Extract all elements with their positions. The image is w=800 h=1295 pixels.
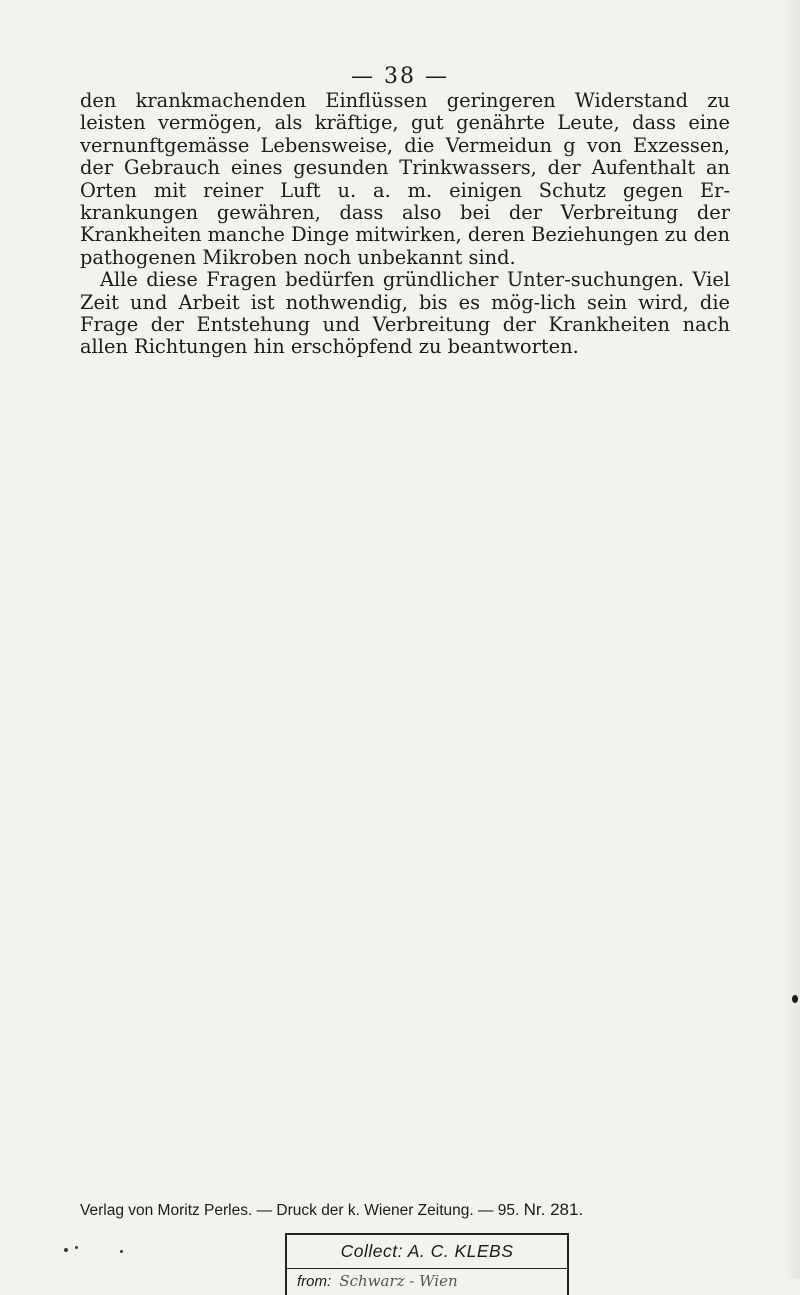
stamp-collection-label: Collect: A. C. KLEBS <box>287 1235 567 1269</box>
paragraph: Alle diese Fragen bedürfen gründlicher Unter-suchungen. Viel Zeit und Arbeit ist nothwendig, bis es mög-lich sein wird, die Frage der Entstehung und Verbreitung der Krankheiten nach allen Richtungen hin erschöpfend zu beantworten. <box>80 268 730 359</box>
body-text <box>80 90 730 359</box>
page-speck <box>120 1250 123 1253</box>
imprint-text: Verlag von Moritz Perles. — Druck der k. Wiener Zeitung. — 95. <box>80 1202 520 1219</box>
collection-stamp <box>285 1233 569 1295</box>
page-speck <box>64 1248 68 1252</box>
stamp-provenance <box>287 1269 567 1294</box>
page-edge-shadow <box>782 0 800 1279</box>
imprint-number: Nr. 281. <box>523 1200 584 1219</box>
publisher-imprint <box>80 1200 740 1220</box>
page-number: — 38 — <box>351 64 449 89</box>
stamp-from-label: from: <box>297 1273 332 1290</box>
stamp-handwritten-source: Schwarz - Wien <box>339 1272 458 1290</box>
page-speck <box>75 1246 78 1249</box>
page-speck <box>792 995 798 1003</box>
paragraph: den krankmachenden Einflüssen geringeren Widerstand zu leisten vermögen, als kräftige, gut genährte Leute, dass eine vernunftgemässe Lebensweise, die Vermeidun g von Exzessen, der Gebrauch eines gesunden Trinkwassers, der Aufenthalt an Orten mit reiner Luft u. a. m. einigen Schutz gegen Er-krankungen gewähren, dass also bei der Verbreitung der Krankheiten manche Dinge mitwirken, deren Beziehungen zu den pathogenen Mikroben noch unbekannt sind. <box>80 89 730 269</box>
